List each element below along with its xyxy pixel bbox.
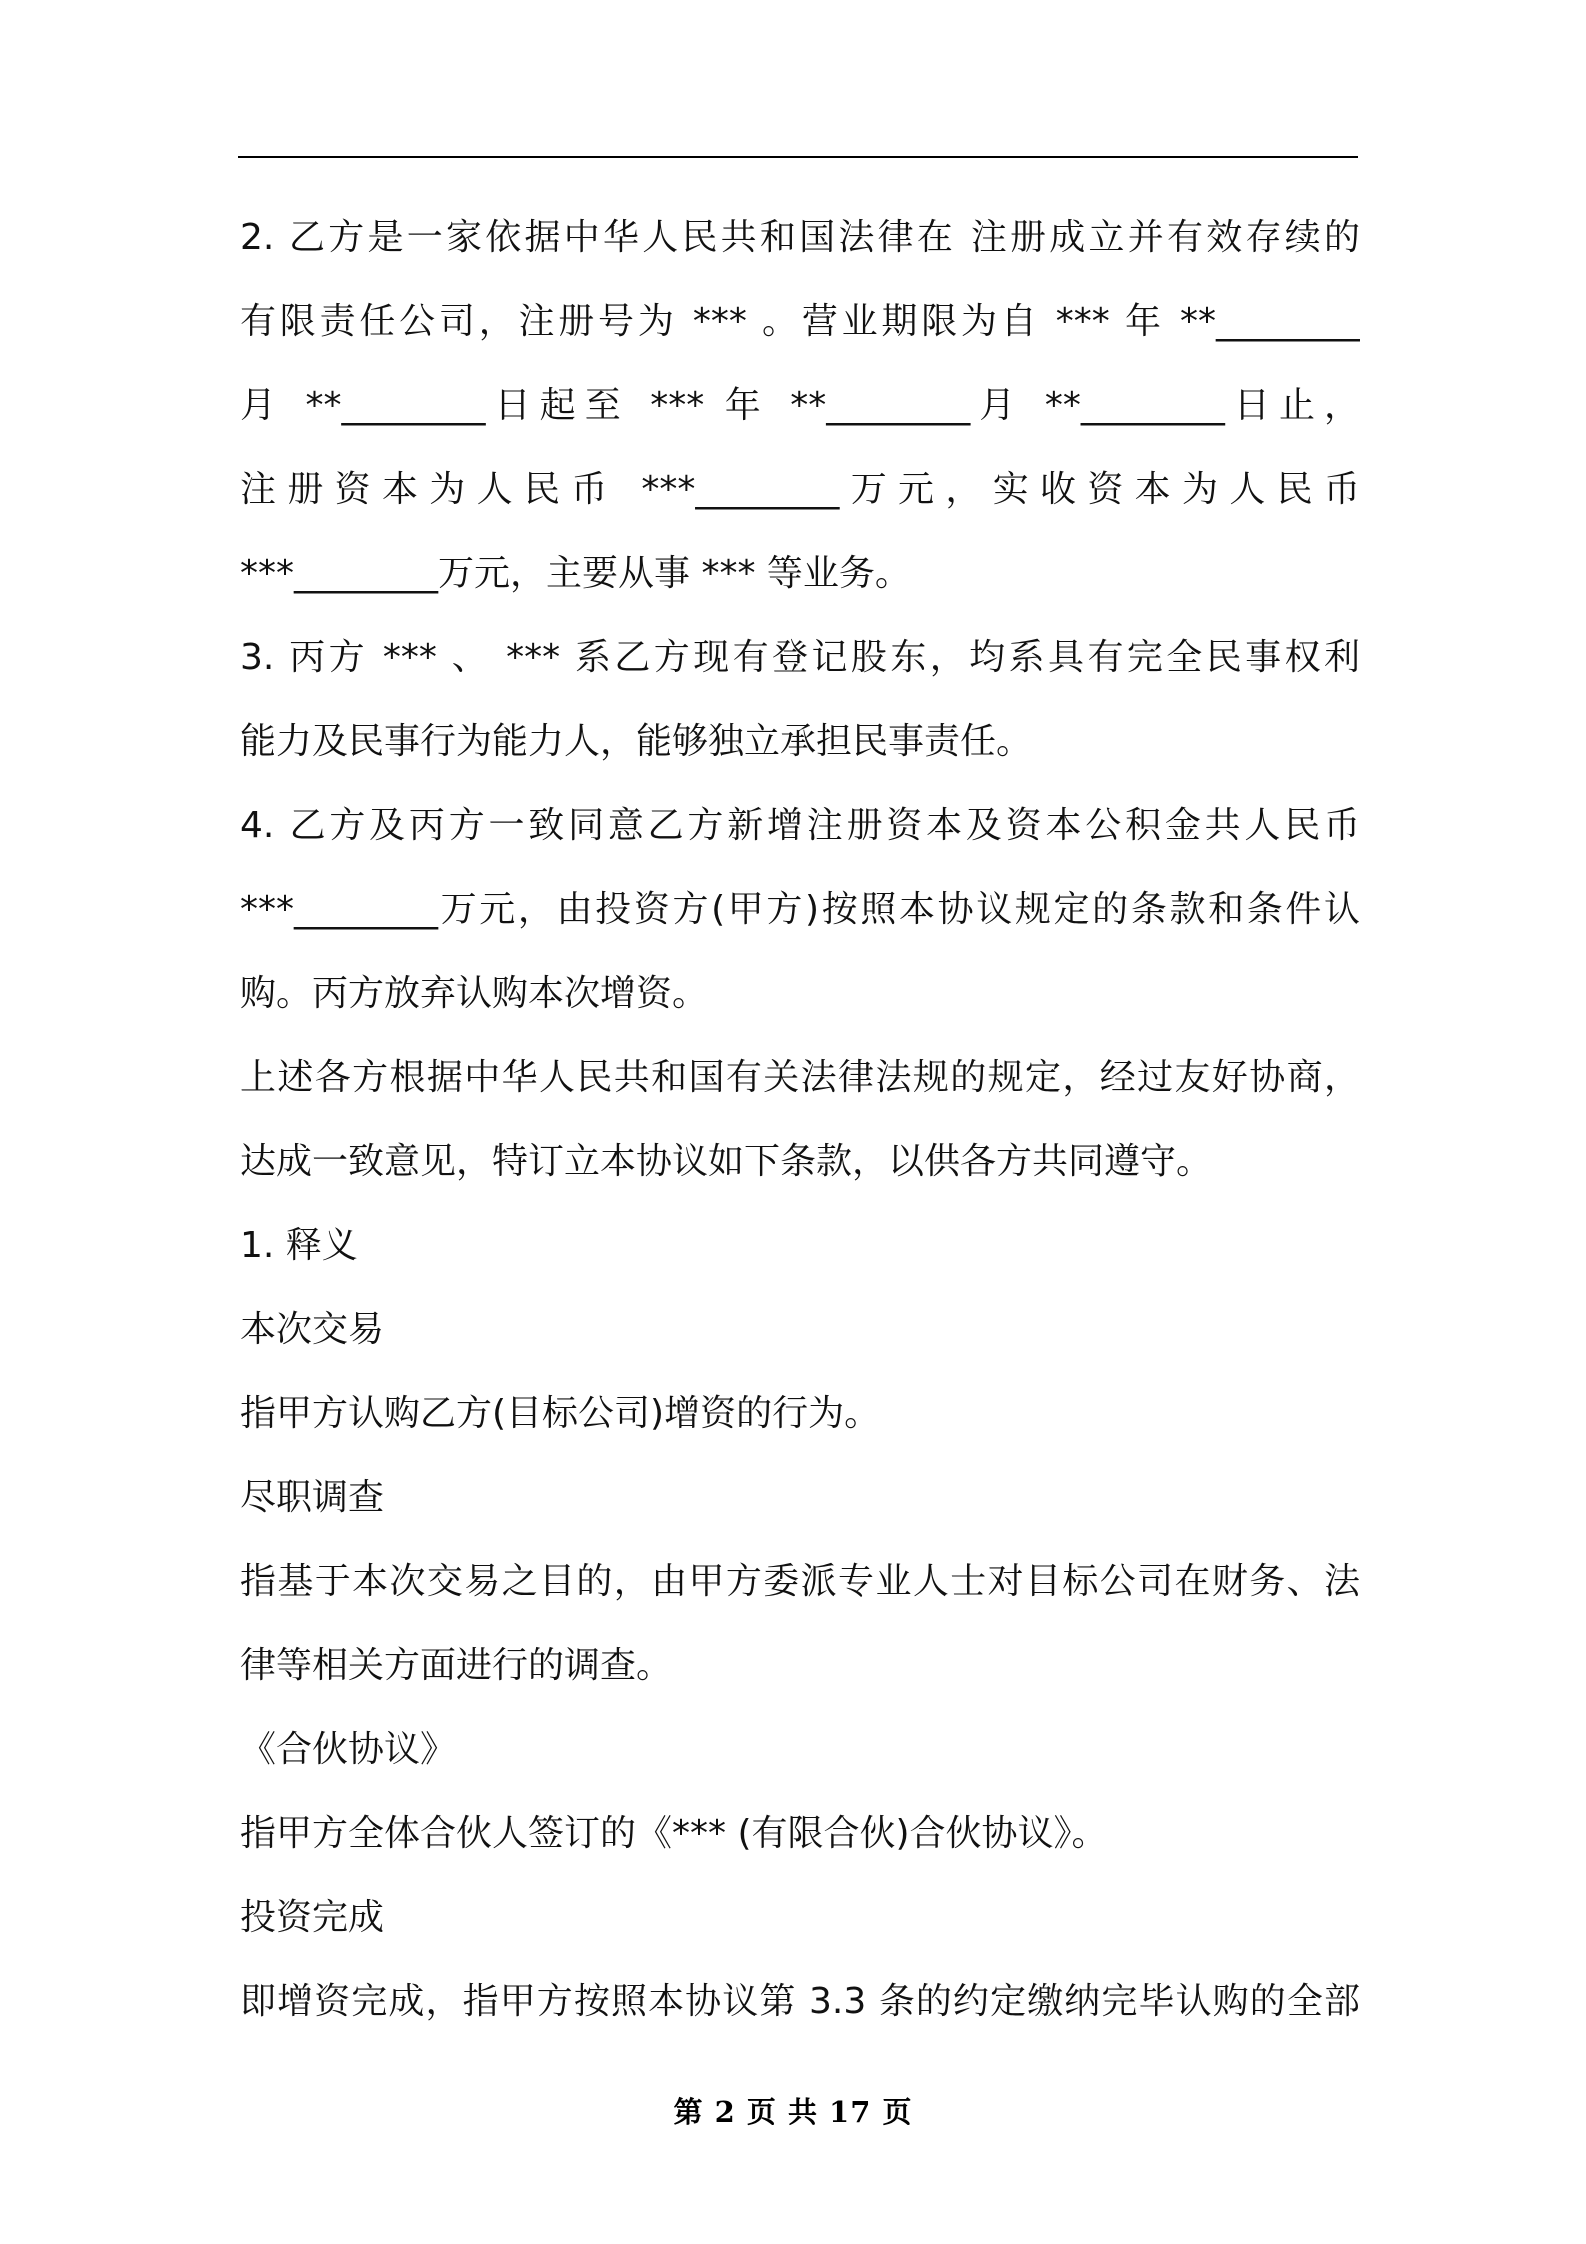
text-line: 上述各方根据中华人民共和国有关法律法规的规定，经过友好协商， [240, 1057, 1360, 1098]
text-line: 3. 丙方 *** 、 *** 系乙方现有登记股东，均系具有完全民事权利 [240, 637, 1360, 678]
text-line: 能力及民事行为能力人，能够独立承担民事责任。 [240, 721, 1033, 762]
text-line: ***________万元，由投资方(甲方)按照本协议规定的条款和条件认 [240, 889, 1360, 930]
definition-text: 指甲方全体合伙人签订的《*** (有限合伙)合伙协议》。 [240, 1813, 1108, 1854]
definition-term: 《合伙协议》 [240, 1729, 457, 1770]
definition-text: 指甲方认购乙方(目标公司)增资的行为。 [240, 1393, 881, 1434]
definition-text: 指基于本次交易之目的，由甲方委派专业人士对目标公司在财务、法 [240, 1561, 1360, 1602]
section-heading: 1. 释义 [240, 1225, 358, 1266]
text-line: 2. 乙方是一家依据中华人民共和国法律在 注册成立并有效存续的 [240, 217, 1360, 258]
text-line: 有限责任公司，注册号为 *** 。营业期限为自 *** 年 **________ [240, 301, 1360, 342]
definition-text: 即增资完成，指甲方按照本协议第 3.3 条的约定缴纳完毕认购的全部 [240, 1981, 1360, 2022]
text-line: 购。丙方放弃认购本次增资。 [240, 973, 709, 1014]
definition-text: 律等相关方面进行的调查。 [240, 1645, 673, 1686]
header-rule [238, 156, 1358, 158]
definition-term: 本次交易 [240, 1309, 385, 1350]
definition-term: 投资完成 [240, 1897, 385, 1938]
page-footer [0, 2090, 1586, 2131]
page-number: 第 2 页 共 17 页 [673, 2095, 913, 2129]
definition-term: 尽职调查 [240, 1477, 385, 1518]
text-line: ***________万元，主要从事 *** 等业务。 [240, 553, 911, 594]
document-body [240, 196, 1360, 2044]
text-line: 达成一致意见，特订立本协议如下条款，以供各方共同遵守。 [240, 1141, 1213, 1182]
text-line: 4. 乙方及丙方一致同意乙方新增注册资本及资本公积金共人民币 [240, 805, 1360, 846]
text-line: 月 **________日起至 *** 年 **________月 **________日止， [240, 385, 1360, 426]
text-line: 注册资本为人民币 ***________万元，实收资本为人民币 [240, 469, 1360, 510]
